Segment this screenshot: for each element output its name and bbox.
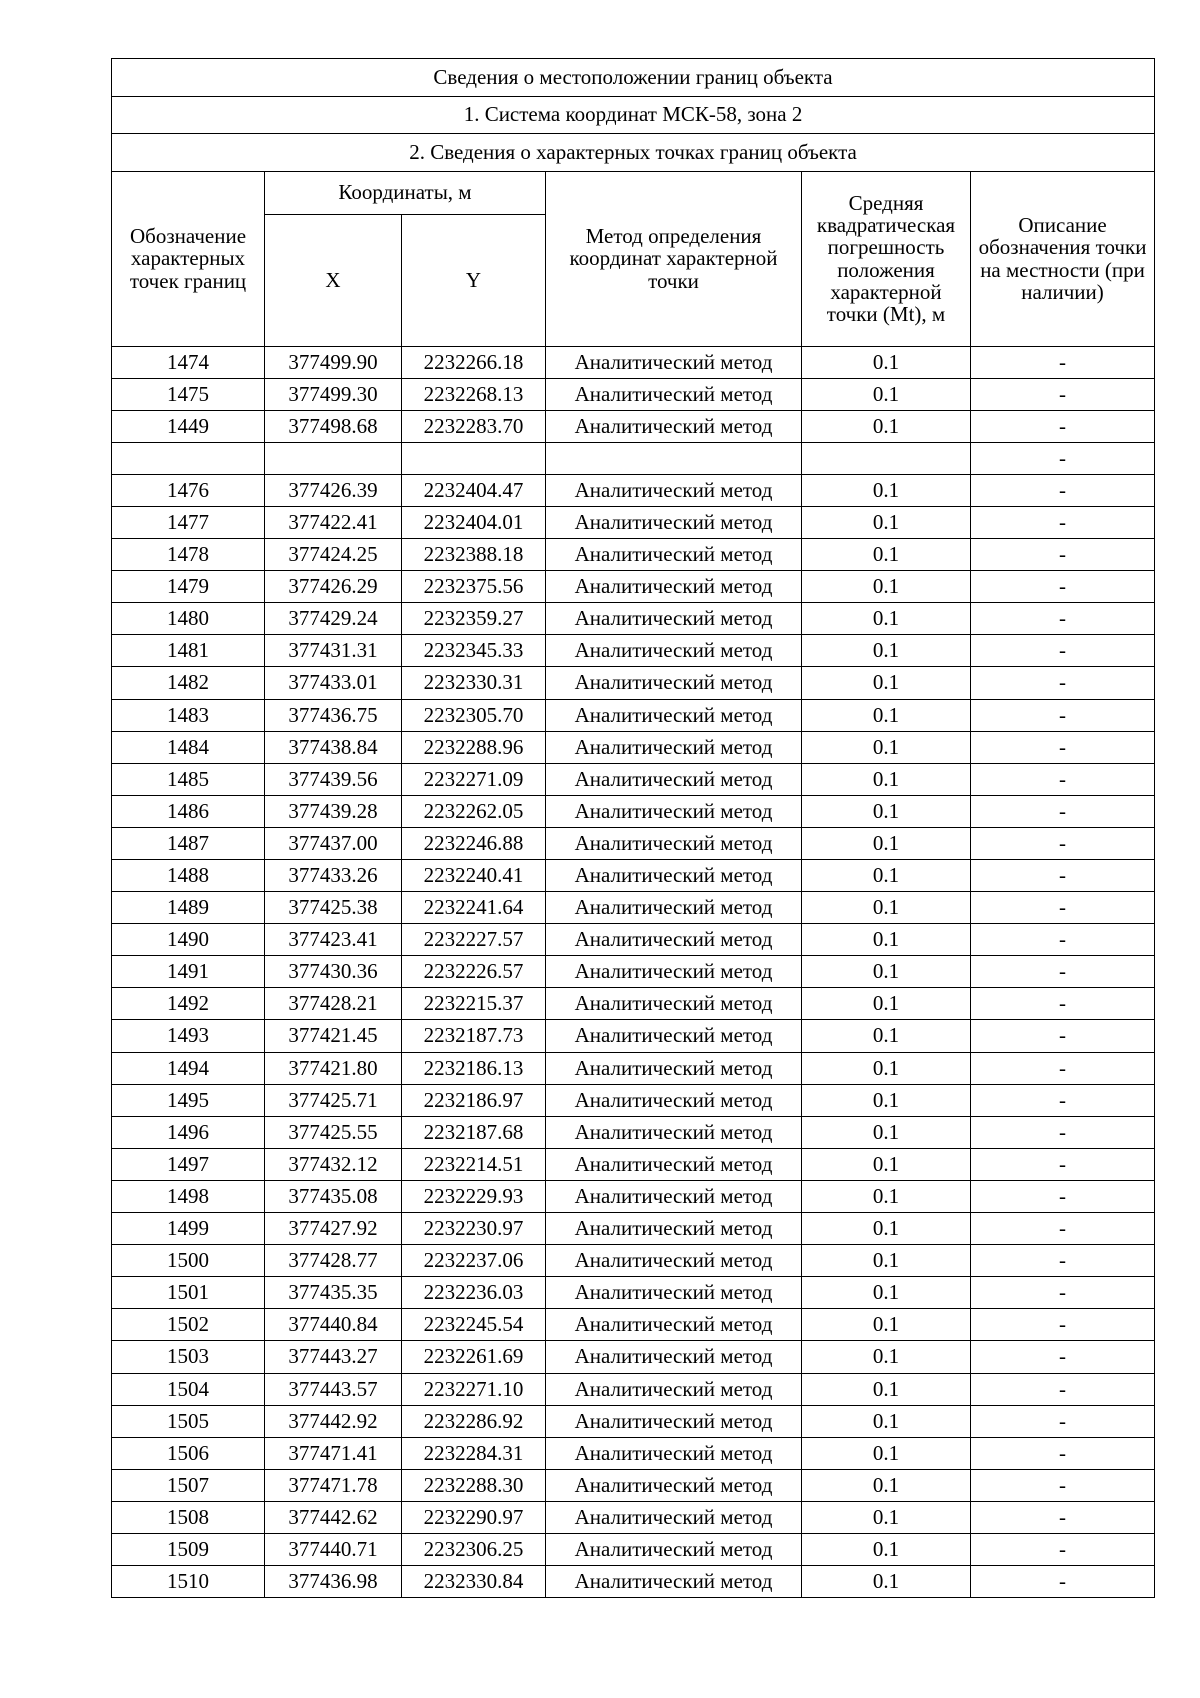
description-cell: - bbox=[971, 571, 1155, 603]
description-cell: - bbox=[971, 378, 1155, 410]
coord-y-cell: 2232286.92 bbox=[402, 1405, 546, 1437]
table-row bbox=[112, 731, 1155, 763]
method-cell: Аналитический метод bbox=[546, 795, 802, 827]
method-cell: Аналитический метод bbox=[546, 1084, 802, 1116]
table-title: Сведения о местоположении границ объекта bbox=[112, 59, 1155, 97]
coord-y-cell: 2232288.96 bbox=[402, 731, 546, 763]
method-cell: Аналитический метод bbox=[546, 571, 802, 603]
header-designation: Обозначение характерных точек границ bbox=[112, 171, 265, 346]
point-id-cell: 1483 bbox=[112, 699, 265, 731]
description-cell: - bbox=[971, 410, 1155, 442]
coord-x-cell: 377439.28 bbox=[265, 795, 402, 827]
table-row bbox=[112, 1084, 1155, 1116]
description-cell: - bbox=[971, 506, 1155, 538]
coord-x-cell: 377442.92 bbox=[265, 1405, 402, 1437]
error-cell: 0.1 bbox=[802, 860, 971, 892]
coord-y-cell: 2232227.57 bbox=[402, 924, 546, 956]
point-id-cell: 1477 bbox=[112, 506, 265, 538]
error-cell: 0.1 bbox=[802, 1213, 971, 1245]
coord-x-cell: 377432.12 bbox=[265, 1148, 402, 1180]
description-cell: - bbox=[971, 1341, 1155, 1373]
point-id-cell: 1495 bbox=[112, 1084, 265, 1116]
error-cell: 0.1 bbox=[802, 506, 971, 538]
table-row bbox=[112, 988, 1155, 1020]
coord-y-cell: 2232186.97 bbox=[402, 1084, 546, 1116]
error-cell: 0.1 bbox=[802, 474, 971, 506]
description-cell: - bbox=[971, 892, 1155, 924]
coord-y-cell: 2232330.84 bbox=[402, 1566, 546, 1598]
point-id-cell: 1449 bbox=[112, 410, 265, 442]
error-cell: 0.1 bbox=[802, 410, 971, 442]
coord-y-cell bbox=[402, 442, 546, 474]
point-id-cell: 1499 bbox=[112, 1213, 265, 1245]
error-cell: 0.1 bbox=[802, 635, 971, 667]
error-cell: 0.1 bbox=[802, 1566, 971, 1598]
header-x: X bbox=[265, 214, 402, 346]
description-cell: - bbox=[971, 988, 1155, 1020]
table-row bbox=[112, 1245, 1155, 1277]
error-cell: 0.1 bbox=[802, 1020, 971, 1052]
method-cell: Аналитический метод bbox=[546, 1533, 802, 1565]
method-cell: Аналитический метод bbox=[546, 699, 802, 731]
description-cell: - bbox=[971, 1566, 1155, 1598]
method-cell: Аналитический метод bbox=[546, 1309, 802, 1341]
method-cell: Аналитический метод bbox=[546, 1277, 802, 1309]
table-row bbox=[112, 1341, 1155, 1373]
method-cell: Аналитический метод bbox=[546, 1116, 802, 1148]
coord-x-cell: 377421.80 bbox=[265, 1052, 402, 1084]
coord-x-cell: 377424.25 bbox=[265, 539, 402, 571]
method-cell: Аналитический метод bbox=[546, 1180, 802, 1212]
description-cell: - bbox=[971, 635, 1155, 667]
description-cell: - bbox=[971, 539, 1155, 571]
method-cell: Аналитический метод bbox=[546, 474, 802, 506]
error-cell: 0.1 bbox=[802, 763, 971, 795]
table-row bbox=[112, 1501, 1155, 1533]
coord-x-cell: 377440.84 bbox=[265, 1309, 402, 1341]
point-id-cell: 1502 bbox=[112, 1309, 265, 1341]
coord-y-cell: 2232271.10 bbox=[402, 1373, 546, 1405]
error-cell: 0.1 bbox=[802, 539, 971, 571]
point-id-cell: 1509 bbox=[112, 1533, 265, 1565]
coordinate-system-row bbox=[112, 96, 1155, 134]
coord-x-cell: 377471.41 bbox=[265, 1437, 402, 1469]
coord-y-cell: 2232230.97 bbox=[402, 1213, 546, 1245]
error-cell: 0.1 bbox=[802, 667, 971, 699]
coord-x-cell: 377429.24 bbox=[265, 603, 402, 635]
coord-x-cell: 377421.45 bbox=[265, 1020, 402, 1052]
coord-x-cell: 377436.98 bbox=[265, 1566, 402, 1598]
description-cell: - bbox=[971, 1437, 1155, 1469]
point-id-cell: 1507 bbox=[112, 1469, 265, 1501]
method-cell: Аналитический метод bbox=[546, 378, 802, 410]
error-cell: 0.1 bbox=[802, 346, 971, 378]
point-id-cell: 1497 bbox=[112, 1148, 265, 1180]
method-cell: Аналитический метод bbox=[546, 1469, 802, 1501]
error-cell: 0.1 bbox=[802, 1245, 971, 1277]
coord-y-cell: 2232305.70 bbox=[402, 699, 546, 731]
error-cell: 0.1 bbox=[802, 1373, 971, 1405]
point-id-cell: 1478 bbox=[112, 539, 265, 571]
point-id-cell: 1479 bbox=[112, 571, 265, 603]
error-cell: 0.1 bbox=[802, 1180, 971, 1212]
coord-y-cell: 2232246.88 bbox=[402, 827, 546, 859]
coord-y-cell: 2232237.06 bbox=[402, 1245, 546, 1277]
header-y: Y bbox=[402, 214, 546, 346]
method-cell: Аналитический метод bbox=[546, 1566, 802, 1598]
point-id-cell: 1475 bbox=[112, 378, 265, 410]
error-cell: 0.1 bbox=[802, 956, 971, 988]
coord-x-cell: 377433.26 bbox=[265, 860, 402, 892]
coord-x-cell: 377442.62 bbox=[265, 1501, 402, 1533]
coord-y-cell: 2232241.64 bbox=[402, 892, 546, 924]
description-cell: - bbox=[971, 474, 1155, 506]
coord-y-cell: 2232186.13 bbox=[402, 1052, 546, 1084]
error-cell: 0.1 bbox=[802, 1469, 971, 1501]
table-row bbox=[112, 539, 1155, 571]
point-id-cell: 1486 bbox=[112, 795, 265, 827]
table-row bbox=[112, 795, 1155, 827]
coord-y-cell: 2232288.30 bbox=[402, 1469, 546, 1501]
table-body bbox=[112, 59, 1155, 1598]
coord-y-cell: 2232330.31 bbox=[402, 667, 546, 699]
coord-y-cell: 2232261.69 bbox=[402, 1341, 546, 1373]
table-row bbox=[112, 699, 1155, 731]
point-id-cell: 1482 bbox=[112, 667, 265, 699]
point-id-cell: 1503 bbox=[112, 1341, 265, 1373]
coord-x-cell: 377428.21 bbox=[265, 988, 402, 1020]
point-id-cell: 1494 bbox=[112, 1052, 265, 1084]
coord-x-cell: 377499.30 bbox=[265, 378, 402, 410]
coord-y-cell: 2232240.41 bbox=[402, 860, 546, 892]
table-row bbox=[112, 763, 1155, 795]
error-cell: 0.1 bbox=[802, 731, 971, 763]
coord-x-cell: 377428.77 bbox=[265, 1245, 402, 1277]
method-cell: Аналитический метод bbox=[546, 924, 802, 956]
table-row bbox=[112, 1020, 1155, 1052]
coord-x-cell: 377439.56 bbox=[265, 763, 402, 795]
description-cell: - bbox=[971, 827, 1155, 859]
coord-x-cell: 377435.35 bbox=[265, 1277, 402, 1309]
point-id-cell bbox=[112, 442, 265, 474]
point-id-cell: 1510 bbox=[112, 1566, 265, 1598]
coord-y-cell: 2232226.57 bbox=[402, 956, 546, 988]
coord-x-cell: 377437.00 bbox=[265, 827, 402, 859]
error-cell: 0.1 bbox=[802, 1084, 971, 1116]
point-id-cell: 1501 bbox=[112, 1277, 265, 1309]
description-cell: - bbox=[971, 763, 1155, 795]
description-cell: - bbox=[971, 1148, 1155, 1180]
header-error: Средняя квадратическая погрешность положения характерной точки (Mt), м bbox=[802, 171, 971, 346]
error-cell: 0.1 bbox=[802, 1052, 971, 1084]
coordinate-system-title: 1. Система координат МСК-58, зона 2 bbox=[112, 96, 1155, 134]
error-cell: 0.1 bbox=[802, 1501, 971, 1533]
point-id-cell: 1488 bbox=[112, 860, 265, 892]
table-row bbox=[112, 1373, 1155, 1405]
coord-x-cell: 377425.55 bbox=[265, 1116, 402, 1148]
point-id-cell: 1480 bbox=[112, 603, 265, 635]
description-cell: - bbox=[971, 442, 1155, 474]
description-cell: - bbox=[971, 860, 1155, 892]
coord-x-cell: 377433.01 bbox=[265, 667, 402, 699]
coord-y-cell: 2232375.56 bbox=[402, 571, 546, 603]
description-cell: - bbox=[971, 731, 1155, 763]
coord-y-cell: 2232306.25 bbox=[402, 1533, 546, 1565]
table-row bbox=[112, 442, 1155, 474]
error-cell bbox=[802, 442, 971, 474]
description-cell: - bbox=[971, 1245, 1155, 1277]
method-cell: Аналитический метод bbox=[546, 956, 802, 988]
method-cell: Аналитический метод bbox=[546, 1020, 802, 1052]
coord-x-cell: 377426.39 bbox=[265, 474, 402, 506]
description-cell: - bbox=[971, 603, 1155, 635]
point-id-cell: 1481 bbox=[112, 635, 265, 667]
table-row bbox=[112, 1277, 1155, 1309]
table-row bbox=[112, 635, 1155, 667]
table-row bbox=[112, 1566, 1155, 1598]
method-cell: Аналитический метод bbox=[546, 892, 802, 924]
method-cell: Аналитический метод bbox=[546, 827, 802, 859]
table-row bbox=[112, 346, 1155, 378]
title-row bbox=[112, 59, 1155, 97]
method-cell: Аналитический метод bbox=[546, 1148, 802, 1180]
coord-x-cell: 377427.92 bbox=[265, 1213, 402, 1245]
coord-y-cell: 2232271.09 bbox=[402, 763, 546, 795]
error-cell: 0.1 bbox=[802, 603, 971, 635]
points-section-row bbox=[112, 134, 1155, 172]
coord-y-cell: 2232359.27 bbox=[402, 603, 546, 635]
description-cell: - bbox=[971, 699, 1155, 731]
error-cell: 0.1 bbox=[802, 378, 971, 410]
description-cell: - bbox=[971, 795, 1155, 827]
point-id-cell: 1489 bbox=[112, 892, 265, 924]
coord-y-cell: 2232268.13 bbox=[402, 378, 546, 410]
coord-x-cell: 377425.71 bbox=[265, 1084, 402, 1116]
description-cell: - bbox=[971, 346, 1155, 378]
error-cell: 0.1 bbox=[802, 1533, 971, 1565]
coord-x-cell: 377435.08 bbox=[265, 1180, 402, 1212]
table-row bbox=[112, 378, 1155, 410]
coord-x-cell: 377436.75 bbox=[265, 699, 402, 731]
point-id-cell: 1506 bbox=[112, 1437, 265, 1469]
method-cell: Аналитический метод bbox=[546, 1405, 802, 1437]
point-id-cell: 1496 bbox=[112, 1116, 265, 1148]
error-cell: 0.1 bbox=[802, 571, 971, 603]
error-cell: 0.1 bbox=[802, 1309, 971, 1341]
method-cell: Аналитический метод bbox=[546, 635, 802, 667]
points-section-title: 2. Сведения о характерных точках границ объекта bbox=[112, 134, 1155, 172]
method-cell: Аналитический метод bbox=[546, 763, 802, 795]
header-method: Метод определения координат характерной точки bbox=[546, 171, 802, 346]
error-cell: 0.1 bbox=[802, 1148, 971, 1180]
error-cell: 0.1 bbox=[802, 699, 971, 731]
method-cell: Аналитический метод bbox=[546, 603, 802, 635]
error-cell: 0.1 bbox=[802, 795, 971, 827]
coord-x-cell: 377440.71 bbox=[265, 1533, 402, 1565]
table-row bbox=[112, 1213, 1155, 1245]
description-cell: - bbox=[971, 1277, 1155, 1309]
method-cell bbox=[546, 442, 802, 474]
point-id-cell: 1491 bbox=[112, 956, 265, 988]
method-cell: Аналитический метод bbox=[546, 506, 802, 538]
table-row bbox=[112, 1405, 1155, 1437]
method-cell: Аналитический метод bbox=[546, 1501, 802, 1533]
point-id-cell: 1504 bbox=[112, 1373, 265, 1405]
coord-y-cell: 2232262.05 bbox=[402, 795, 546, 827]
table-row bbox=[112, 474, 1155, 506]
coord-x-cell bbox=[265, 442, 402, 474]
coord-x-cell: 377438.84 bbox=[265, 731, 402, 763]
table-row bbox=[112, 1052, 1155, 1084]
table-row bbox=[112, 1180, 1155, 1212]
description-cell: - bbox=[971, 924, 1155, 956]
error-cell: 0.1 bbox=[802, 1437, 971, 1469]
point-id-cell: 1492 bbox=[112, 988, 265, 1020]
coord-y-cell: 2232284.31 bbox=[402, 1437, 546, 1469]
coord-y-cell: 2232388.18 bbox=[402, 539, 546, 571]
point-id-cell: 1500 bbox=[112, 1245, 265, 1277]
table-row bbox=[112, 1116, 1155, 1148]
error-cell: 0.1 bbox=[802, 1116, 971, 1148]
table-row bbox=[112, 667, 1155, 699]
table-row bbox=[112, 603, 1155, 635]
point-id-cell: 1474 bbox=[112, 346, 265, 378]
coord-x-cell: 377499.90 bbox=[265, 346, 402, 378]
header-row-1 bbox=[112, 171, 1155, 214]
description-cell: - bbox=[971, 1533, 1155, 1565]
error-cell: 0.1 bbox=[802, 924, 971, 956]
method-cell: Аналитический метод bbox=[546, 1341, 802, 1373]
coord-x-cell: 377425.38 bbox=[265, 892, 402, 924]
description-cell: - bbox=[971, 1501, 1155, 1533]
table-row bbox=[112, 506, 1155, 538]
coord-x-cell: 377443.57 bbox=[265, 1373, 402, 1405]
description-cell: - bbox=[971, 1469, 1155, 1501]
description-cell: - bbox=[971, 667, 1155, 699]
description-cell: - bbox=[971, 1020, 1155, 1052]
error-cell: 0.1 bbox=[802, 892, 971, 924]
coord-x-cell: 377471.78 bbox=[265, 1469, 402, 1501]
point-id-cell: 1493 bbox=[112, 1020, 265, 1052]
point-id-cell: 1505 bbox=[112, 1405, 265, 1437]
description-cell: - bbox=[971, 956, 1155, 988]
table-row bbox=[112, 1148, 1155, 1180]
coord-y-cell: 2232266.18 bbox=[402, 346, 546, 378]
point-id-cell: 1490 bbox=[112, 924, 265, 956]
error-cell: 0.1 bbox=[802, 1277, 971, 1309]
coord-y-cell: 2232290.97 bbox=[402, 1501, 546, 1533]
method-cell: Аналитический метод bbox=[546, 539, 802, 571]
point-id-cell: 1508 bbox=[112, 1501, 265, 1533]
coord-x-cell: 377422.41 bbox=[265, 506, 402, 538]
method-cell: Аналитический метод bbox=[546, 988, 802, 1020]
point-id-cell: 1484 bbox=[112, 731, 265, 763]
method-cell: Аналитический метод bbox=[546, 1245, 802, 1277]
table-row bbox=[112, 1469, 1155, 1501]
method-cell: Аналитический метод bbox=[546, 1373, 802, 1405]
coord-x-cell: 377431.31 bbox=[265, 635, 402, 667]
error-cell: 0.1 bbox=[802, 1405, 971, 1437]
coord-y-cell: 2232215.37 bbox=[402, 988, 546, 1020]
boundary-points-table bbox=[111, 58, 1155, 1598]
description-cell: - bbox=[971, 1213, 1155, 1245]
table-row bbox=[112, 860, 1155, 892]
coord-x-cell: 377430.36 bbox=[265, 956, 402, 988]
point-id-cell: 1487 bbox=[112, 827, 265, 859]
header-description: Описание обозначения точки на местности (при наличии) bbox=[971, 171, 1155, 346]
method-cell: Аналитический метод bbox=[546, 860, 802, 892]
point-id-cell: 1498 bbox=[112, 1180, 265, 1212]
coord-y-cell: 2232283.70 bbox=[402, 410, 546, 442]
method-cell: Аналитический метод bbox=[546, 667, 802, 699]
coord-x-cell: 377426.29 bbox=[265, 571, 402, 603]
coord-y-cell: 2232187.68 bbox=[402, 1116, 546, 1148]
coord-y-cell: 2232229.93 bbox=[402, 1180, 546, 1212]
description-cell: - bbox=[971, 1309, 1155, 1341]
error-cell: 0.1 bbox=[802, 1341, 971, 1373]
coord-y-cell: 2232245.54 bbox=[402, 1309, 546, 1341]
coord-y-cell: 2232404.47 bbox=[402, 474, 546, 506]
coord-y-cell: 2232404.01 bbox=[402, 506, 546, 538]
table-row bbox=[112, 956, 1155, 988]
table-row bbox=[112, 827, 1155, 859]
method-cell: Аналитический метод bbox=[546, 1213, 802, 1245]
table-row bbox=[112, 571, 1155, 603]
coord-x-cell: 377423.41 bbox=[265, 924, 402, 956]
table-row bbox=[112, 1533, 1155, 1565]
description-cell: - bbox=[971, 1052, 1155, 1084]
method-cell: Аналитический метод bbox=[546, 410, 802, 442]
description-cell: - bbox=[971, 1405, 1155, 1437]
description-cell: - bbox=[971, 1373, 1155, 1405]
method-cell: Аналитический метод bbox=[546, 346, 802, 378]
header-coordinates: Координаты, м bbox=[265, 171, 546, 214]
point-id-cell: 1476 bbox=[112, 474, 265, 506]
coord-y-cell: 2232236.03 bbox=[402, 1277, 546, 1309]
method-cell: Аналитический метод bbox=[546, 731, 802, 763]
table-row bbox=[112, 892, 1155, 924]
point-id-cell: 1485 bbox=[112, 763, 265, 795]
coord-y-cell: 2232345.33 bbox=[402, 635, 546, 667]
coord-x-cell: 377498.68 bbox=[265, 410, 402, 442]
table-row bbox=[112, 1437, 1155, 1469]
table-row bbox=[112, 410, 1155, 442]
error-cell: 0.1 bbox=[802, 827, 971, 859]
coord-y-cell: 2232187.73 bbox=[402, 1020, 546, 1052]
table-row bbox=[112, 924, 1155, 956]
method-cell: Аналитический метод bbox=[546, 1052, 802, 1084]
error-cell: 0.1 bbox=[802, 988, 971, 1020]
method-cell: Аналитический метод bbox=[546, 1437, 802, 1469]
coord-x-cell: 377443.27 bbox=[265, 1341, 402, 1373]
description-cell: - bbox=[971, 1180, 1155, 1212]
coord-y-cell: 2232214.51 bbox=[402, 1148, 546, 1180]
description-cell: - bbox=[971, 1116, 1155, 1148]
description-cell: - bbox=[971, 1084, 1155, 1116]
table-row bbox=[112, 1309, 1155, 1341]
